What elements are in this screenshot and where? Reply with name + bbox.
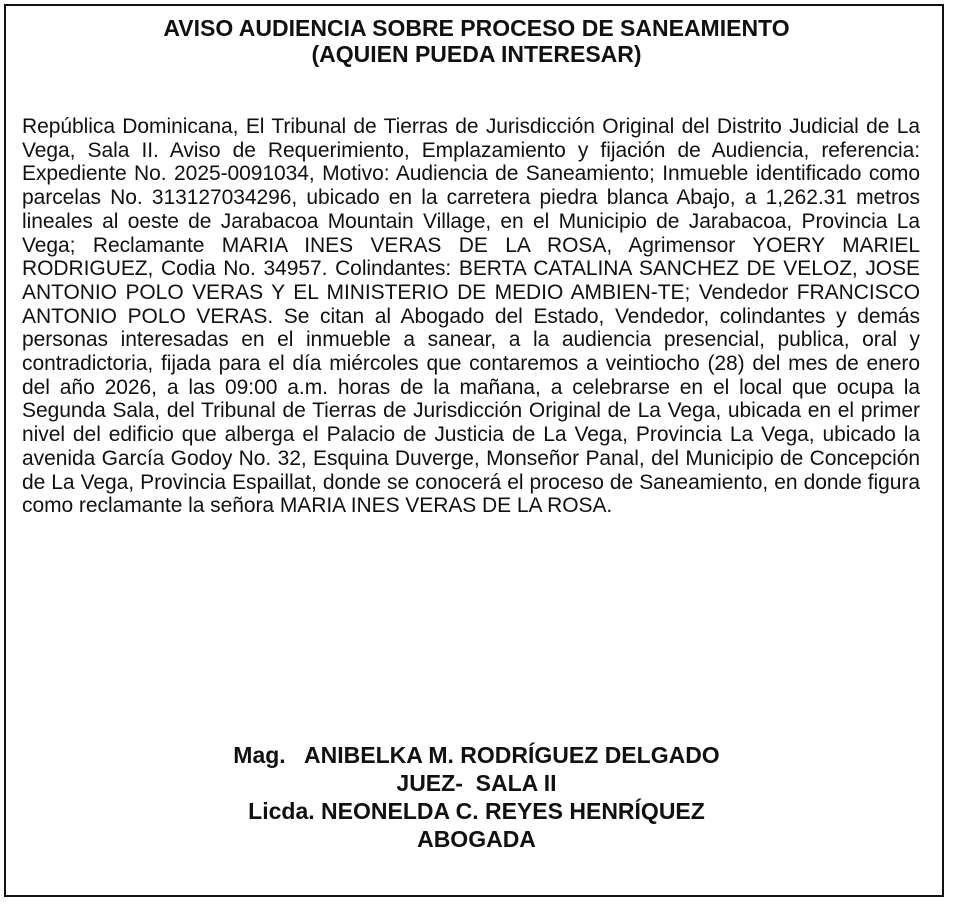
notice-title	[0, 15, 953, 67]
signature-judge: Mag. ANIBELKA M. RODRÍGUEZ DELGADO	[233, 742, 720, 768]
notice-title-line1: AVISO AUDIENCIA SOBRE PROCESO DE SANEAMIENTO	[163, 15, 790, 41]
signature-block	[0, 741, 953, 853]
signature-judge-title: JUEZ- SALA II	[396, 770, 557, 796]
signature-lawyer-title: ABOGADA	[417, 826, 536, 852]
notice-title-line2: (AQUIEN PUEDA INTERESAR)	[311, 41, 642, 67]
signature-lawyer: Licda. NEONELDA C. REYES HENRÍQUEZ	[248, 798, 705, 824]
notice-body: República Dominicana, El Tribunal de Tierras de Jurisdicción Original del Distrito Judicial de La Vega, Sala II. Aviso de Requerimiento, Emplazamiento y fijación de Audiencia, referencia: Expediente No. 2025-0091034, Motivo: Audiencia de Saneamiento; Inmueble identificado como parcelas No. 313127034296, ubicado en la carretera piedra blanca Abajo, a 1,262.31 metros lineales al oeste de Jarabacoa Mountain Village, en el Municipio de Jarabacoa, Provincia La Vega; Reclamante MARIA INES VERAS DE LA ROSA, Agrimensor YOERY MARIEL RODRIGUEZ, Codia No. 34957. Colindantes: BERTA CATALINA SANCHEZ DE VELOZ, JOSE ANTONIO POLO VERAS Y EL MINISTERIO DE MEDIO AMBIEN-TE; Vendedor FRANCISCO ANTONIO POLO VERAS. Se citan al Abogado del Estado, Vendedor, colindantes y demás personas interesadas en el inmueble a sanear, a la audiencia presencial, publica, oral y contradictoria, fijada para el día miércoles que contaremos a veintiocho (28) del mes de enero del año 2026, a las 09:00 a.m. horas de la mañana, a celebrarse en el local que ocupa la Segunda Sala, del Tribunal de Tierras de Jurisdicción Original de La Vega, ubicada en el primer nivel del edificio que alberga el Palacio de Justicia de La Vega, Provincia La Vega, ubicado la avenida García Godoy No. 32, Esquina Duverge, Monseñor Panal, del Municipio de Concepción de La Vega, Provincia Espaillat, donde se conocerá el proceso de Saneamiento, en donde figura como reclamante la señora MARIA INES VERAS DE LA ROSA.	[22, 115, 920, 518]
